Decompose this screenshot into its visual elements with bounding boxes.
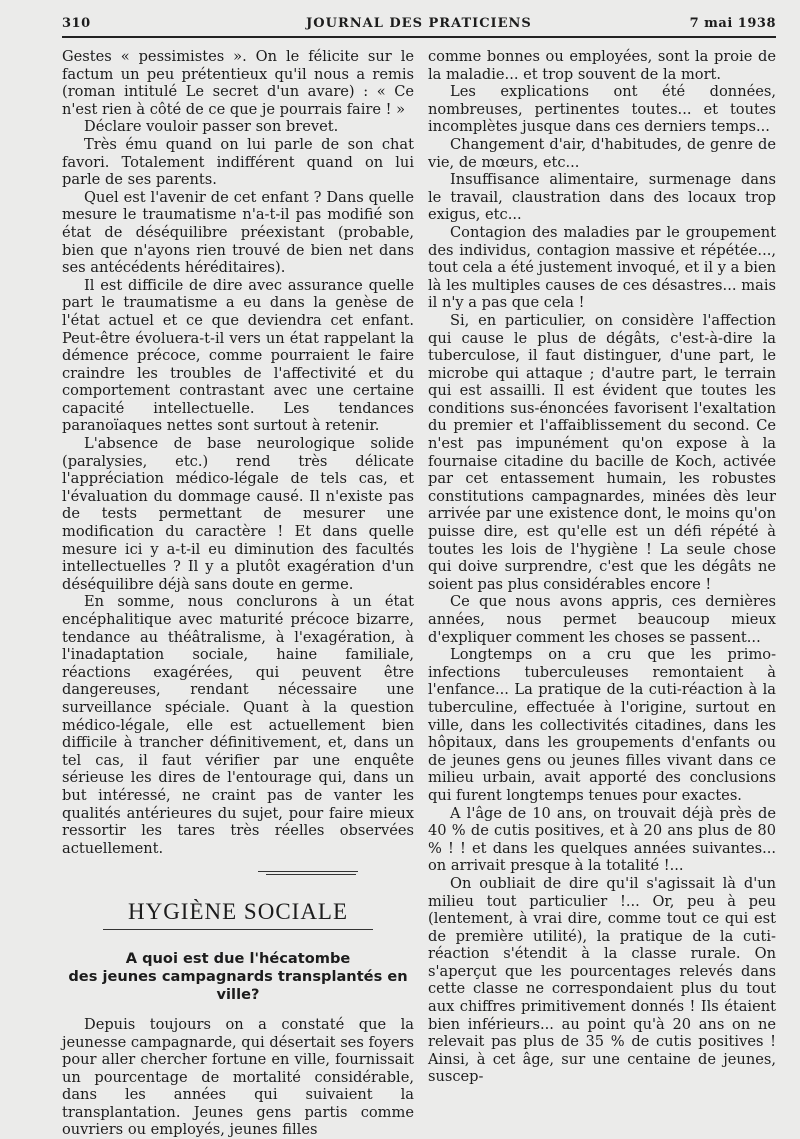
left-column — [62, 48, 414, 1139]
paragraph: comme bonnes ou employées, sont la proie de la maladie... et trop souvent de la mort. — [428, 48, 776, 83]
paragraph: Contagion des maladies par le groupement des individus, contagion massive et répétée..., tout cela a été justement invoqué, et il y a bien là les multiples causes de ces désastres... mais il n'y a pas que cela ! — [428, 223, 776, 312]
header-rule — [62, 36, 776, 38]
paragraph: Insuffisance alimentaire, surmenage dans le travail, claustration dans des locaux trop exigus, etc... — [428, 171, 776, 224]
paragraph: Quel est l'avenir de cet enfant ? Dans quelle mesure le traumatisme n'a-t-il pas modifié son état de déséquilibre préexistant (probable, bien que n'ayons rien trouvé de bien net dans ses antécédents héréditaires). — [62, 188, 414, 277]
paragraph: Changement d'air, d'habitudes, de genre de vie, de mœurs, etc... — [428, 135, 776, 171]
subtitle-line-1: A quoi est due l'hécatombe — [125, 949, 351, 967]
paragraph: En somme, nous conclurons à un état encéphalitique avec maturité précoce bizarre, tendance au théâtralisme, à l'exagération, à l'inadaptation sociale, haine familiale, réactions exagérées, qui peuvent être dangereuses, rendant nécessaire une surveillance spéciale. Quant à la question médico-légale, elle est actuellement bien difficile à trancher définitivement, et, dans un tel cas, il faut vérifier par une enquête sérieuse les dires de l'entourage qui, dans un but intéressé, ne craint pas de vanter les qualités antérieures du sujet, pour faire mieux ressortir les tares très réelles observées actuellement. — [62, 593, 414, 857]
paragraph: Longtemps on a cru que les primo-infections tuberculeuses remontaient à l'enfance... La pratique de la cuti-réaction à la tuberculine, effectuée à l'origine, surtout en ville, dans les collectivités citadines, dans les hôpitaux, dans les groupements d'enfants ou de jeunes gens ou jeunes filles vivant dans ce milieu urbain, avait apporté des conclusions qui furent longtemps tenues pour exactes. — [428, 646, 776, 804]
paragraph: L'absence de base neurologique solide (paralysies, etc.) rend très délicate l'appréciation médico-légale de tels cas, et l'évaluation du dommage causé. Il n'existe pas de tests permettant de mesurer une modification du caractère ! Et dans quelle mesure ici y a-t-il eu diminution des facultés intellectuelles ? Il y a plutôt exagération d'un déséquilibre déjà sans doute en germe. — [62, 435, 414, 593]
paragraph: Gestes « pessimistes ». On le félicite sur le factum un peu prétentieux qu'il nous a remis (roman intitulé Le secret d'un avare) : « Ce n'est rien à côté de ce que je pourrais faire ! » — [62, 48, 414, 118]
paragraph: Ce que nous avons appris, ces dernières années, nous permet beaucoup mieux d'expliquer comment les choses se passent... — [428, 593, 776, 646]
paragraph: On oubliait de dire qu'il s'agissait là d'un milieu tout particulier !... Or, peu à peu (lentement, à vrai dire, comme tout ce qui est de première utilité), la pratique de la cuti-réaction s'étendit à la classe rurale. On s'aperçut que les pourcentages relevés dans cette classe ne correspondaient plus du tout aux chiffres primitivement donnés ! Ils étaient bien inférieurs... au point qu'à 20 ans on ne relevait pas plus de 35 % de cutis positives ! Ainsi, à cet âge, sur une centaine de jeunes, suscep- — [428, 874, 776, 1086]
journal-title: JOURNAL DES PRATICIENS — [306, 16, 532, 31]
paragraph: A l'âge de 10 ans, on trouvait déjà près de 40 % de cutis positives, et à 20 ans plus de 80 % ! ! et dans les quelques années suivantes... on arrivait presque à la totalité !... — [428, 804, 776, 875]
issue-date: 7 mai 1938 — [689, 16, 776, 31]
section-title: HYGIÈNE SOCIALE — [127, 899, 349, 925]
section-title-rule — [103, 929, 373, 930]
right-column — [428, 48, 776, 1086]
paragraph: Les explications ont été données, nombreuses, pertinentes toutes... et toutes incomplètes jusque dans ces derniers temps... — [428, 83, 776, 136]
paragraph: Très ému quand on lui parle de son chat favori. Totalement indifférent quand on lui parle de ses parents. — [62, 135, 414, 189]
subtitle-line-2: des jeunes campagnards transplantés en ville? — [68, 967, 408, 1003]
page-number: 310 — [62, 16, 91, 31]
paragraph: Déclare vouloir passer son brevet. — [84, 118, 339, 136]
paragraph: Depuis toujours on a constaté que la jeunesse campagnarde, qui désertait ses foyers pour aller chercher fortune en ville, fournissait un pourcentage de mortalité considérable, dans les années qui suivaient la transplantation. Jeunes gens partis comme ouvriers ou employés, jeunes filles — [62, 1015, 414, 1139]
article-end-separator — [62, 867, 414, 881]
paragraph: Il est difficile de dire avec assurance quelle part le traumatisme a eu dans la genèse de l'état actuel et ce que deviendra cet enfant. Peut-être évoluera-t-il vers un état rappelant la démence précoce, comme pourraient le faire craindre les troubles de l'affectivité et du comportement contrastant avec une certaine capacité intellectuelle. Les tendances paranoïaques nettes sont surtout à retenir. — [62, 276, 414, 435]
hygiene-article-continuation — [428, 48, 776, 1086]
hygiene-article-body — [62, 1016, 414, 1139]
running-header — [62, 16, 776, 38]
paragraph: Si, en particulier, on considère l'affection qui cause le plus de dégâts, c'est-à-dire la tuberculose, il faut distinguer, d'une part, le microbe qui attaque ; d'autre part, le terrain qui est assailli. Il est évident que toutes les conditions sus-énoncées favorisent l'exaltation du premier et l'affaiblissement du second. Ce n'est pas impunément qu'on expose à la fournaise citadine du bacille de Koch, activée par cet entassement humain, les robustes constitutions campagnardes, minées dès leur arrivée par une existence dont, le moins qu'on puisse dire, est qu'elle est un défi répété à toutes les lois de l'hygiène ! La seule chose qui doive surprendre, c'est que les dégâts ne soient pas plus considérables encore ! — [428, 311, 776, 593]
left-article-continuation — [62, 48, 414, 857]
article-subtitle — [62, 950, 414, 1004]
